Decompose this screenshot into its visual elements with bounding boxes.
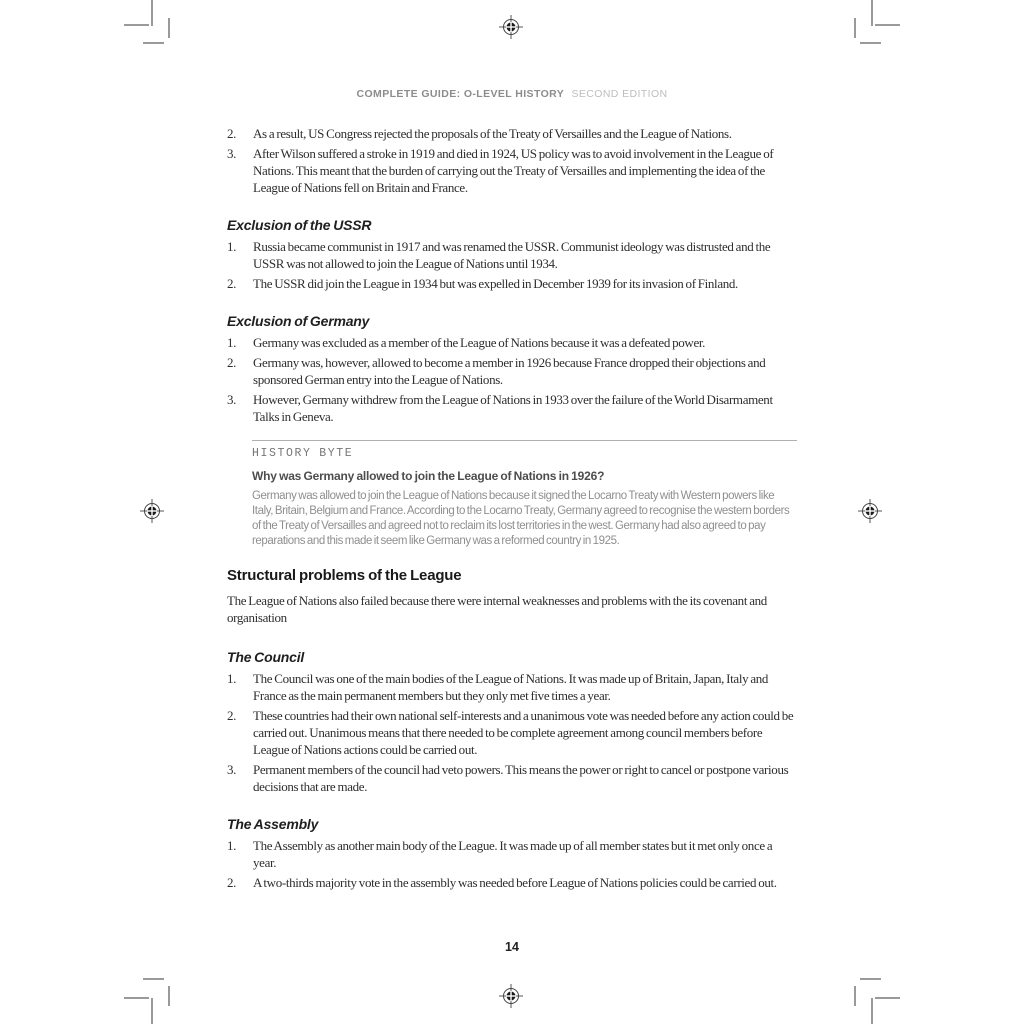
list-item-text: As a result, US Congress rejected the proposals of the Treaty of Versailles and the League of Nations. <box>253 126 732 141</box>
list-item <box>227 334 797 351</box>
history-byte-box <box>252 440 797 549</box>
list-item <box>227 125 797 142</box>
ussr-numbered-list <box>227 238 797 292</box>
germany-numbered-list <box>227 334 797 425</box>
council-numbered-list <box>227 670 797 795</box>
list-item-number: 2. <box>227 276 237 291</box>
list-item-number: 1. <box>227 335 237 350</box>
list-item-number: 2. <box>227 126 237 141</box>
top-numbered-list <box>227 125 797 196</box>
list-item <box>227 238 797 272</box>
list-item <box>227 837 797 871</box>
list-item-text: The USSR did join the League in 1934 but was expelled in December 1939 for its invasion of Finland. <box>253 276 738 291</box>
crop-mark-top-left-v1 <box>151 0 153 26</box>
list-item <box>227 391 797 425</box>
running-header-title: COMPLETE GUIDE: O-LEVEL HISTORY <box>356 88 565 100</box>
crop-mark-bottom-right-h1 <box>875 997 900 999</box>
list-item-number: 3. <box>227 762 237 777</box>
list-item-text: These countries had their own national self-interests and a unanimous vote was needed before any action could be carried out. Unanimous means that there needed to be complete agreement among council members before League of Nations actions could be carried out. <box>253 708 794 757</box>
list-item-number: 1. <box>227 838 237 853</box>
crop-mark-bottom-right-v1 <box>871 998 873 1024</box>
assembly-numbered-list <box>227 837 797 891</box>
subheading-the-council: The Council <box>227 649 305 665</box>
crop-mark-top-left-v2 <box>168 18 170 38</box>
list-item-text: The Assembly as another main body of the League. It was made up of all member states but it met only once a year. <box>253 838 773 870</box>
list-item-number: 1. <box>227 671 237 686</box>
crop-mark-bottom-right-h2 <box>860 978 881 980</box>
list-item-text: A two-thirds majority vote in the assembly was needed before League of Nations policies could be carried out. <box>253 875 777 890</box>
list-item-text: After Wilson suffered a stroke in 1919 and died in 1924, US policy was to avoid involvement in the League of Nations. This meant that the burden of carrying out the Treaty of Versailles and implementing the idea of the League of Nations fell on Britain and France. <box>253 146 774 195</box>
page-content <box>227 125 797 891</box>
crop-mark-top-right-h2 <box>860 42 881 44</box>
registration-mark-bottom-icon <box>498 983 524 1009</box>
running-header <box>0 88 1024 100</box>
list-item <box>227 707 797 758</box>
crop-mark-top-right-h1 <box>875 24 900 26</box>
list-item-number: 3. <box>227 146 237 161</box>
list-item-number: 2. <box>227 355 237 370</box>
subheading-the-assembly: The Assembly <box>227 816 319 832</box>
registration-mark-right-icon <box>857 498 883 524</box>
crop-mark-bottom-left-h1 <box>124 997 149 999</box>
list-item-number: 2. <box>227 708 237 723</box>
list-item-text: The Council was one of the main bodies of the League of Nations. It was made up of Britain, Japan, Italy and France as the main permanent members but they only met five times a year. <box>253 671 769 703</box>
running-header-edition: SECOND EDITION <box>571 88 668 100</box>
list-item <box>227 354 797 388</box>
crop-mark-bottom-right-v2 <box>854 986 856 1006</box>
structural-paragraph: The League of Nations also failed because there were internal weaknesses and problems with the its covenant and organisation <box>227 593 767 625</box>
registration-mark-left-icon <box>139 498 165 524</box>
list-item-number: 1. <box>227 239 237 254</box>
list-item-text: Germany was, however, allowed to become a member in 1926 because France dropped their objections and sponsored German entry into the League of Nations. <box>253 355 766 387</box>
list-item-text: Russia became communist in 1917 and was renamed the USSR. Communist ideology was distrusted and the USSR was not allowed to join the League of Nations until 1934. <box>253 239 771 271</box>
crop-mark-bottom-left-v2 <box>168 986 170 1006</box>
list-item-number: 2. <box>227 875 237 890</box>
history-byte-label: HISTORY BYTE <box>252 447 354 460</box>
list-item <box>227 145 797 196</box>
crop-mark-top-right-v2 <box>854 18 856 38</box>
crop-mark-top-right-v1 <box>871 0 873 26</box>
history-byte-question: Why was Germany allowed to join the League of Nations in 1926? <box>252 469 605 483</box>
list-item <box>227 874 797 891</box>
list-item-text: Permanent members of the council had veto powers. This means the power or right to cancel or postpone various decisions that are made. <box>253 762 789 794</box>
list-item <box>227 670 797 704</box>
crop-mark-top-left-h2 <box>143 42 164 44</box>
page-number: 14 <box>505 940 519 954</box>
history-byte-body: Germany was allowed to join the League of Nations because it signed the Locarno Treaty with Western powers like Italy, Britain, Belgium and France. According to the Locarno Treaty, Germany agreed to recognise the western borders of the Treaty of Versailles and agreed not to reclaim its lost territories in the west. Germany had also agreed to pay reparations and this made it seem like Germany was a reformed country in 1925. <box>252 490 790 547</box>
list-item <box>227 761 797 795</box>
registration-mark-top-icon <box>498 14 524 40</box>
subheading-exclusion-germany: Exclusion of Germany <box>227 313 370 329</box>
list-item-text: However, Germany withdrew from the League of Nations in 1933 over the failure of the World Disarmament Talks in Geneva. <box>253 392 773 424</box>
crop-mark-bottom-left-h2 <box>143 978 164 980</box>
subheading-exclusion-ussr: Exclusion of the USSR <box>227 217 372 233</box>
list-item-text: Germany was excluded as a member of the League of Nations because it was a defeated power. <box>253 335 706 350</box>
crop-mark-top-left-h1 <box>124 24 149 26</box>
list-item <box>227 275 797 292</box>
section-heading-structural-problems: Structural problems of the League <box>227 567 462 584</box>
list-item-number: 3. <box>227 392 237 407</box>
crop-mark-bottom-left-v1 <box>151 998 153 1024</box>
